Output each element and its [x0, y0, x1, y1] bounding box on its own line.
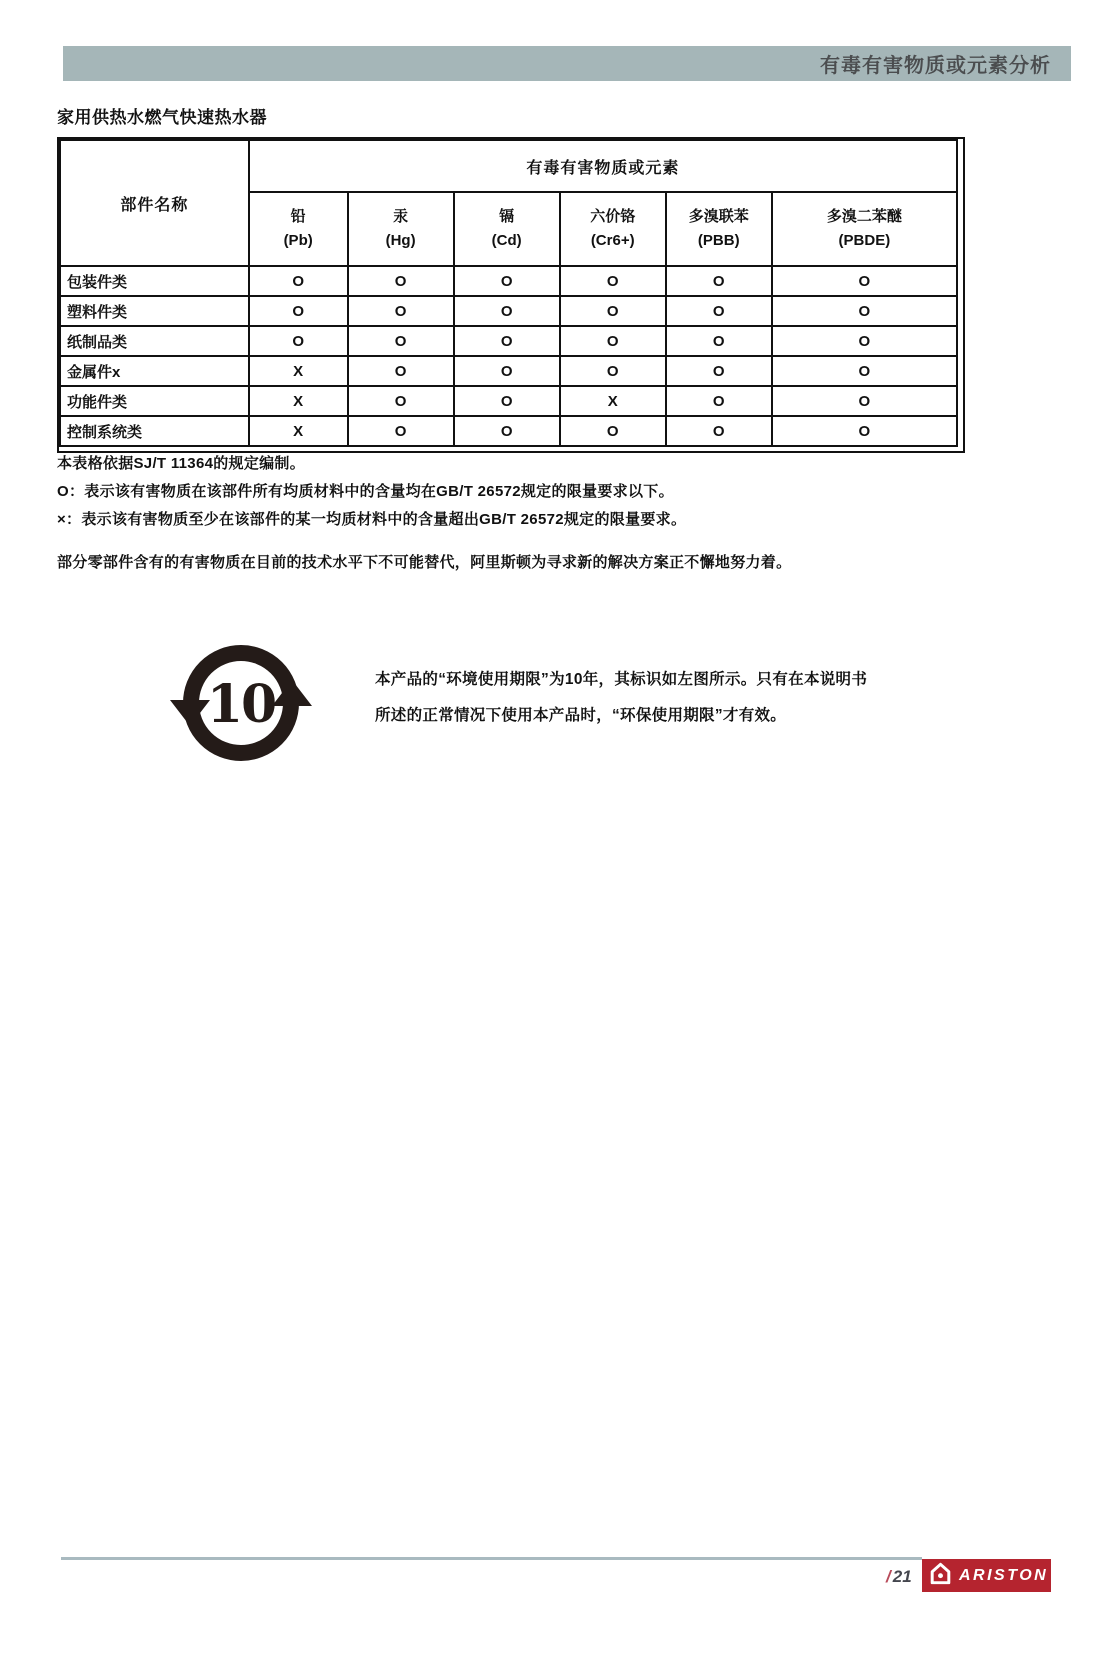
value-cell: O	[666, 296, 772, 326]
page-header-title: 有毒有害物质或元素分析	[820, 55, 1051, 77]
column-formula: (Pb)	[283, 232, 313, 249]
efup-years-number: 10	[206, 673, 276, 735]
value-cell: O	[348, 386, 454, 416]
value-cell: O	[348, 416, 454, 446]
value-cell: O	[454, 356, 560, 386]
hazard-table-frame	[57, 137, 965, 453]
value-cell: O	[348, 356, 454, 386]
column-formula: (PBB)	[697, 232, 740, 249]
row-label: 金属件x	[60, 356, 249, 386]
value-cell: O	[772, 386, 957, 416]
note-basis: 本表格依据SJ/T 11364的规定编制。	[57, 455, 306, 472]
value-cell: O	[666, 326, 772, 356]
page-header-bar	[63, 46, 1071, 81]
value-cell: X	[249, 386, 348, 416]
table-row	[60, 356, 957, 386]
row-label: 控制系统类	[60, 416, 249, 446]
column-name: 铅	[290, 208, 306, 225]
value-cell: X	[249, 416, 348, 446]
table-row	[60, 296, 957, 326]
value-cell: O	[560, 326, 666, 356]
value-cell: O	[666, 266, 772, 296]
value-cell: O	[666, 356, 772, 386]
footer-divider-line	[61, 1557, 922, 1560]
table-row	[60, 326, 957, 356]
value-cell: O	[560, 356, 666, 386]
value-cell: O	[348, 296, 454, 326]
page-number-slash: /	[886, 1567, 891, 1586]
efup-description-line2: 所述的正常情况下使用本产品时，“环保使用期限”才有效。	[375, 707, 787, 724]
substitution-statement: 部分零部件含有的有害物质在目前的技术水平下不可能替代，阿里斯顿为寻求新的解决方案正不懈地努力着。	[57, 554, 792, 571]
value-cell: O	[772, 296, 957, 326]
value-cell: O	[454, 416, 560, 446]
page-number	[886, 1567, 912, 1587]
row-label: 包装件类	[60, 266, 249, 296]
ariston-logo	[922, 1559, 1051, 1592]
column-formula: (Cr6+)	[590, 232, 635, 249]
value-cell: O	[249, 266, 348, 296]
column-header-cr6	[560, 192, 666, 266]
table-row	[60, 416, 957, 446]
value-cell: O	[454, 386, 560, 416]
value-cell: O	[772, 266, 957, 296]
column-header-pb	[249, 192, 348, 266]
value-cell: O	[772, 326, 957, 356]
column-name: 多溴联苯	[688, 208, 749, 225]
page-number-value: 21	[892, 1567, 912, 1586]
value-cell: O	[772, 356, 957, 386]
value-cell: O	[560, 416, 666, 446]
note-x-symbol: ×：表示该有害物质至少在该部件的某一均质材料中的含量超出GB/T 26572规定的限量要求。	[57, 511, 687, 528]
column-header-pbde	[772, 192, 957, 266]
efup-description	[375, 662, 965, 734]
ariston-wordmark: ARISTON	[959, 1566, 1049, 1584]
table-notes	[57, 450, 686, 534]
column-name: 镉	[499, 208, 515, 225]
table-group-header: 有毒有害物质或元素	[249, 140, 957, 192]
column-header-cd	[454, 192, 560, 266]
section-title: 家用供热水燃气快速热水器	[57, 108, 267, 127]
column-name: 多溴二苯醚	[826, 208, 902, 225]
column-formula: (Hg)	[385, 232, 416, 249]
efup-description-line1: 本产品的“环境使用期限”为10年，其标识如左图所示。只有在本说明书	[375, 671, 868, 688]
value-cell: O	[249, 326, 348, 356]
value-cell: O	[249, 296, 348, 326]
value-cell: O	[666, 416, 772, 446]
row-label: 纸制品类	[60, 326, 249, 356]
value-cell: O	[348, 326, 454, 356]
ariston-house-icon	[930, 1562, 951, 1590]
hazard-substance-table	[59, 139, 958, 447]
column-formula: (PBDE)	[838, 232, 891, 249]
column-name: 六价铬	[590, 208, 636, 225]
value-cell: O	[560, 266, 666, 296]
value-cell: O	[454, 326, 560, 356]
table-row	[60, 386, 957, 416]
value-cell: O	[666, 386, 772, 416]
value-cell: O	[454, 296, 560, 326]
efup-10-year-icon	[183, 645, 299, 761]
column-header-pbb	[666, 192, 772, 266]
value-cell: O	[560, 296, 666, 326]
table-row	[60, 266, 957, 296]
table-corner-header: 部件名称	[60, 140, 249, 266]
column-header-hg	[348, 192, 454, 266]
value-cell: X	[560, 386, 666, 416]
value-cell: O	[348, 266, 454, 296]
value-cell: O	[454, 266, 560, 296]
column-name: 汞	[393, 208, 409, 225]
row-label: 塑料件类	[60, 296, 249, 326]
column-formula: (Cd)	[491, 232, 522, 249]
note-circle-symbol: O：表示该有害物质在该部件所有均质材料中的含量均在GB/T 26572规定的限量要求以下。	[57, 483, 674, 500]
value-cell: X	[249, 356, 348, 386]
row-label: 功能件类	[60, 386, 249, 416]
value-cell: O	[772, 416, 957, 446]
